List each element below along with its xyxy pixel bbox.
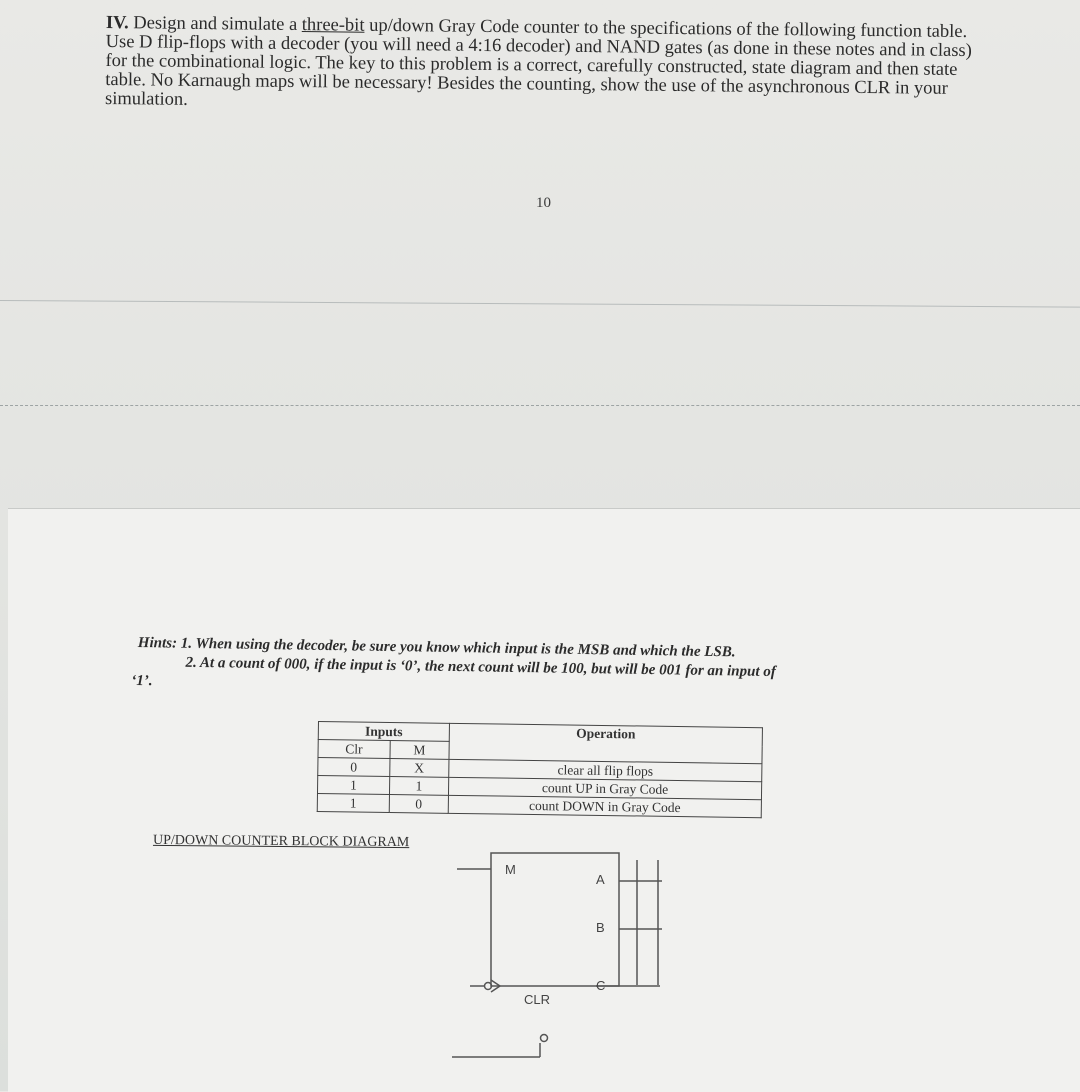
m-cell: X	[389, 759, 449, 778]
hint-1: Hints: 1. When using the decoder, be sure you know which input is the MSB and which the LSB.	[137, 634, 736, 661]
clr-column-header: Clr	[318, 740, 390, 759]
operation-cell: count DOWN in Gray Code	[448, 795, 761, 817]
m-cell: 0	[389, 795, 449, 814]
clr-cell: 1	[317, 793, 389, 812]
output-c-label: C	[596, 978, 606, 993]
clr-inverter-bubble	[541, 1035, 548, 1042]
block-diagram-title: UP/DOWN COUNTER BLOCK DIAGRAM	[152, 832, 410, 851]
m-column-header: M	[390, 741, 450, 760]
m-input-label: M	[505, 862, 516, 877]
problem-underlined: three-bit	[301, 15, 365, 36]
hint-2: 2. At a count of 000, if the input is ‘0’, the next count will be 100, but will be 001 for an input of	[185, 654, 776, 681]
clr-cell: 1	[317, 776, 389, 795]
hint-2-continuation: ‘1’.	[131, 672, 153, 690]
output-b-label: B	[596, 920, 605, 935]
problem-text-b: up/down Gray Code counter to the specifications of the following function table. Use D flip-flops with a decoder (you will need a 4:16 decoder) and NAND gates (as done in these notes and in class) for the combinational logic. The key to this problem is a correct, carefully constructed, state diagram and then state table. No Karnaugh maps will be necessary! Besides the counting, show the use of the asynchronous CLR in your simulation.	[105, 15, 972, 110]
m-cell: 1	[389, 777, 449, 796]
problem-number: IV.	[105, 13, 129, 34]
clr-cell: 0	[318, 758, 390, 777]
clr-label: CLR	[524, 992, 551, 1007]
output-a-label: A	[596, 872, 605, 887]
page-number: 10	[536, 195, 551, 211]
operation-cell: clear all flip flops	[449, 759, 762, 781]
problem-text-a: Design and simulate a	[128, 13, 302, 36]
inputs-header: Inputs	[318, 722, 449, 742]
operation-header: Operation	[449, 723, 762, 763]
operation-cell: count UP in Gray Code	[448, 777, 761, 799]
